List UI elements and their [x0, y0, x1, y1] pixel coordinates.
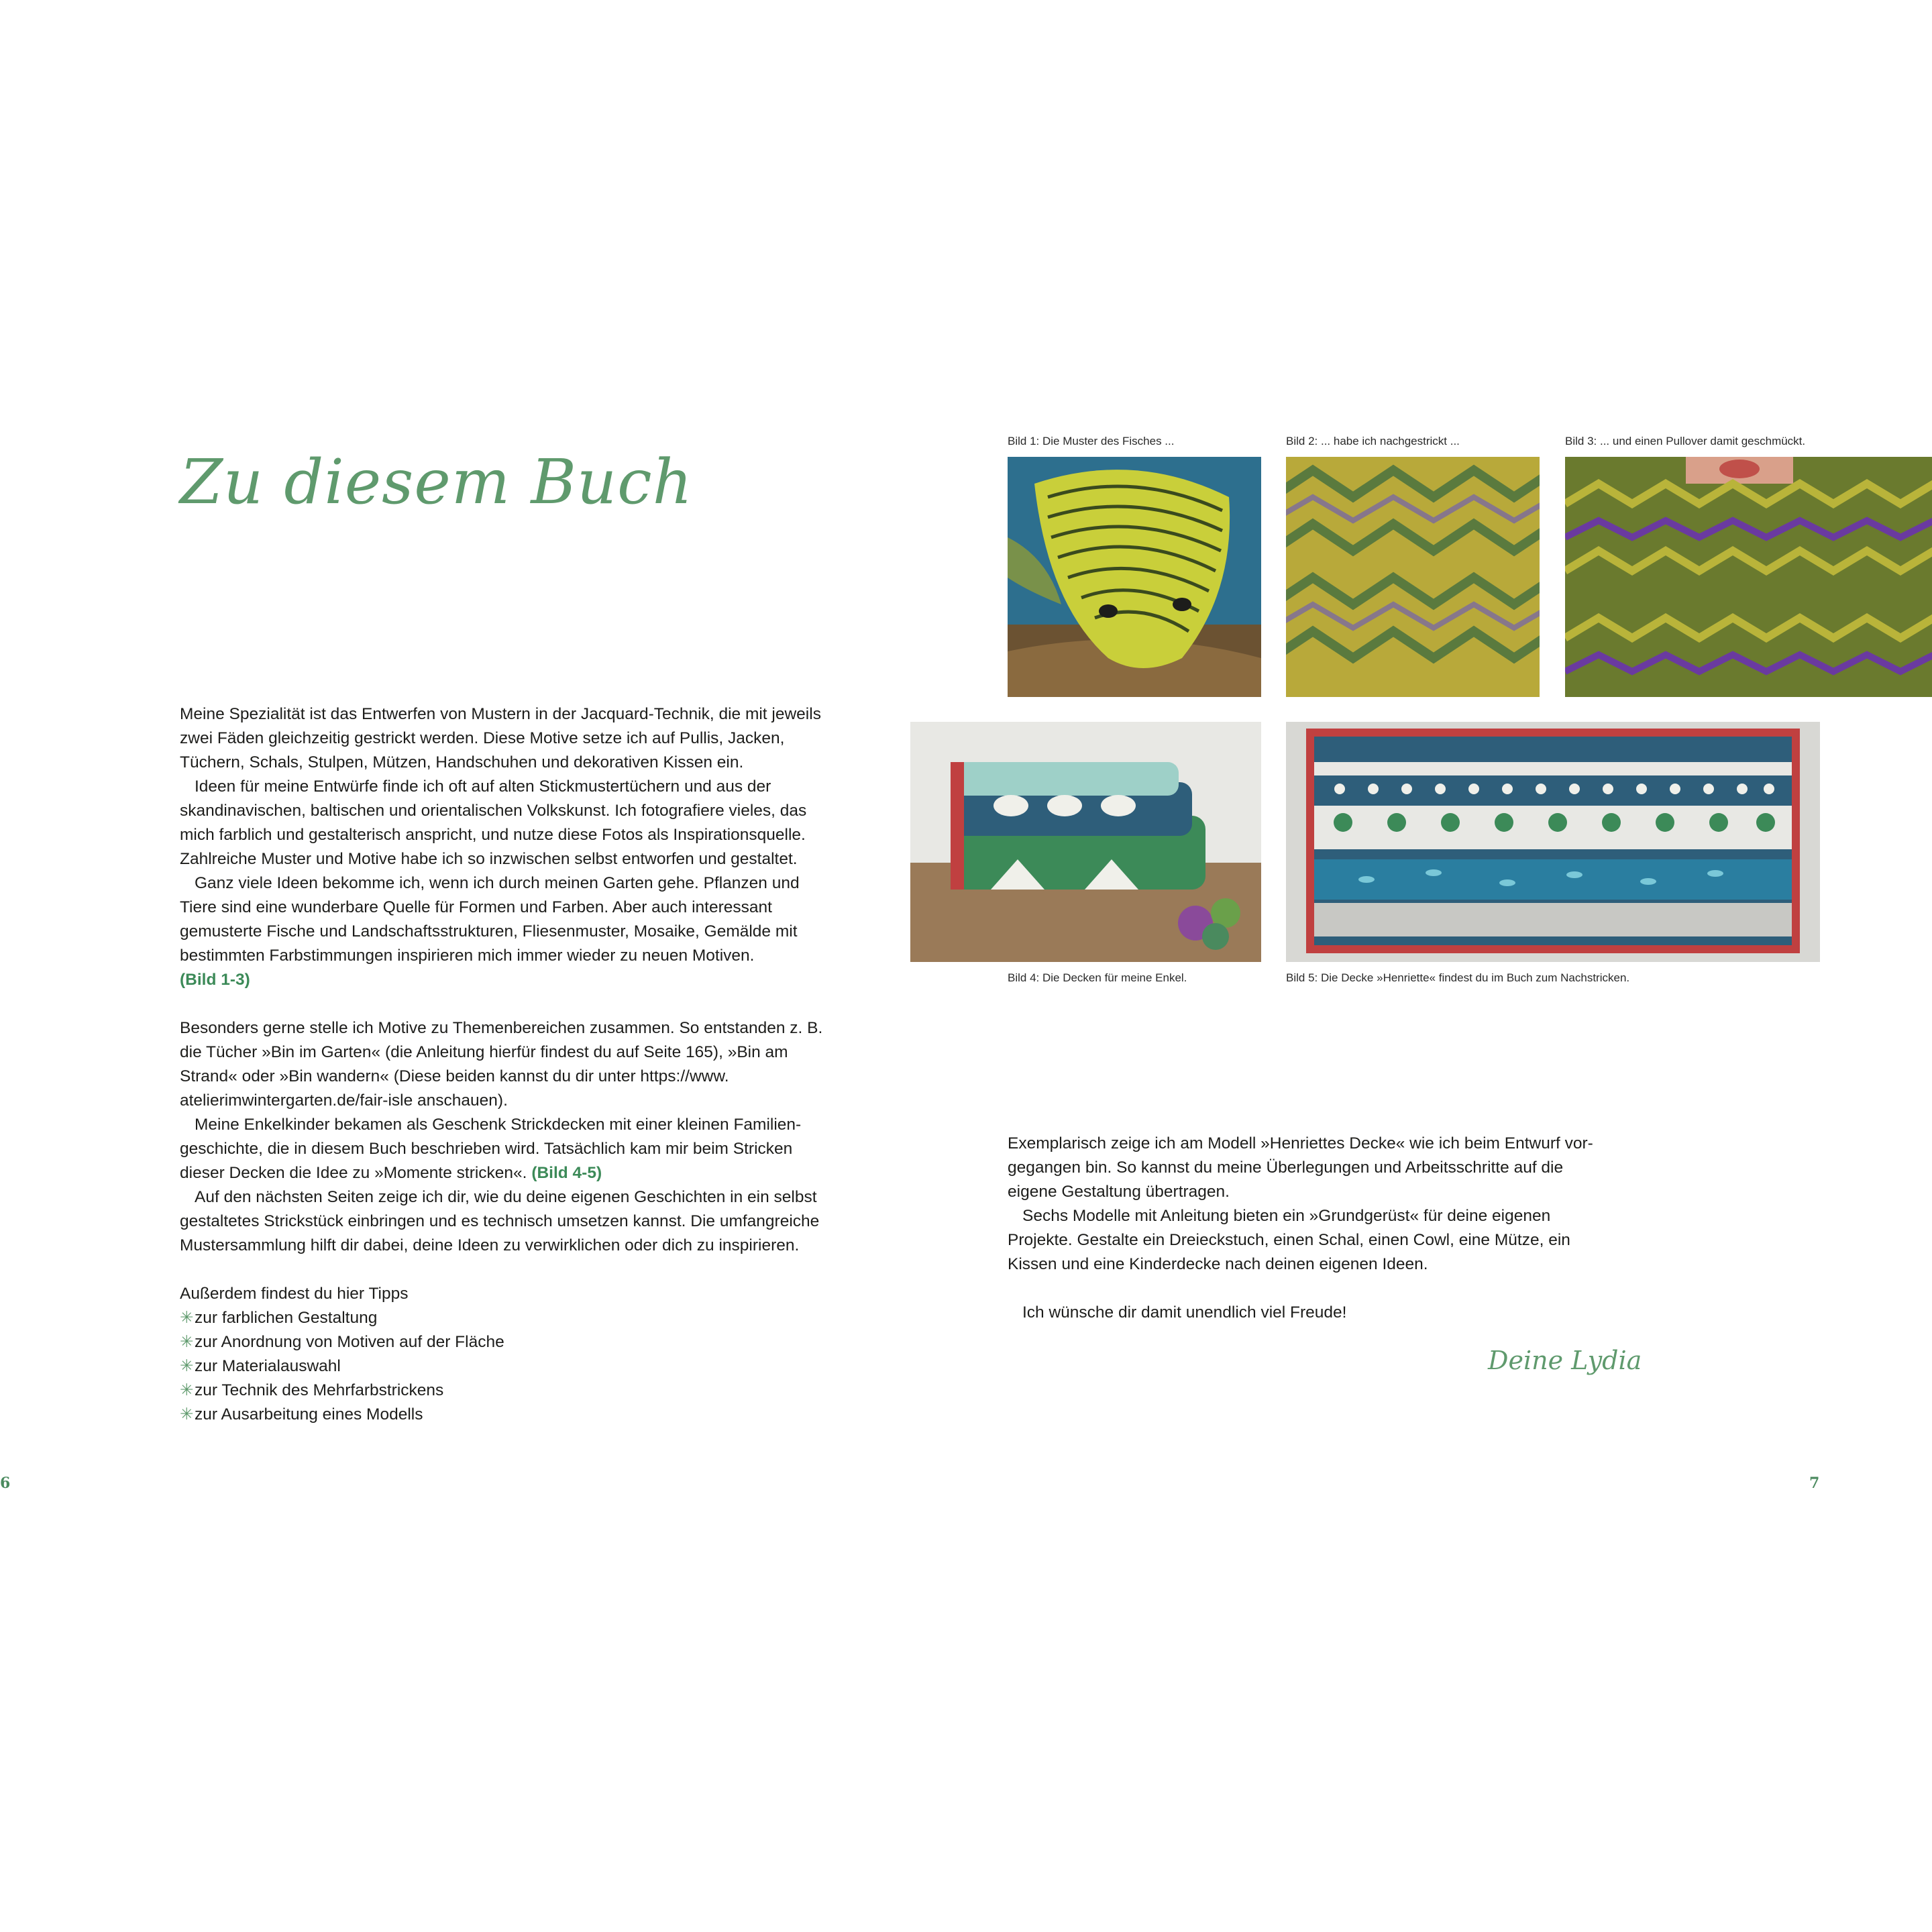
list-item: ✳ zur Materialauswahl	[180, 1354, 824, 1379]
asterisk-icon: ✳	[180, 1333, 194, 1351]
paragraph-2: Ideen für meine Entwürfe finde ich oft auf alten Stickmustertüchern und aus der skandinavischen, baltischen und orientalischen Volkskunst. Ich fotografiere vieles, das mich farblich und gestalterisch anspricht, und nutze diese Fotos als Inspirationsquelle. Zahlreiche Muster und Motive habe ich so inzwischen selbst entworfen und gestaltet.	[180, 777, 807, 868]
caption-bild-3: Bild 3: ... und einen Pullover damit geschmückt.	[1565, 435, 1806, 447]
asterisk-icon: ✳	[180, 1309, 194, 1327]
photo-henriette-blanket	[1286, 722, 1820, 962]
photo-swatch	[1286, 457, 1540, 697]
list-item: ✳ zur Anordnung von Motiven auf der Fläche	[180, 1330, 824, 1354]
paragraph-5: Meine Enkelkinder bekamen als Geschenk Strickdecken mit einer kleinen Familien-geschichte, die in diesem Buch beschrieben wird. Tatsächlich kam mir beim Stricken dieser Decken die Idee zu »Momente stricken«.	[180, 1116, 802, 1182]
asterisk-icon: ✳	[180, 1357, 194, 1375]
list-item: ✳ zur Technik des Mehrfarbstrickens	[180, 1379, 824, 1403]
list-item: ✳ zur farblichen Gestaltung	[180, 1306, 824, 1330]
paragraph-right-2: Sechs Modelle mit Anleitung bieten ein »Grundgerüst« für deine eigenen Projekte. Gestalte ein Dreieckstuch, einen Schal, einen Cowl, eine Mütze, ein Kissen und eine Kinderdecke nach deinen eigenen Ideen.	[1008, 1207, 1570, 1273]
page-number-left: 6	[0, 1474, 11, 1492]
tips-list	[180, 1306, 824, 1427]
paragraph-right-1: Exemplarisch zeige ich am Modell »Henriettes Decke« wie ich beim Entwurf vor-gegangen bin. So kannst du meine Überlegungen und Arbeitsschritte auf die eigene Gestaltung übertragen.	[1008, 1134, 1593, 1201]
page-number-right: 7	[1809, 1474, 1820, 1492]
caption-bild-5: Bild 5: Die Decke »Henriette« findest du im Buch zum Nachstricken.	[1286, 971, 1630, 984]
asterisk-icon: ✳	[180, 1381, 194, 1399]
caption-bild-1: Bild 1: Die Muster des Fisches ...	[1008, 435, 1175, 447]
list-item: ✳ zur Ausarbeitung eines Modells	[180, 1403, 824, 1427]
right-column	[1008, 1132, 1611, 1325]
figure-reference-4-5: (Bild 4-5)	[531, 1164, 602, 1182]
asterisk-icon: ✳	[180, 1405, 194, 1424]
paragraph-4: Besonders gerne stelle ich Motive zu Themenbereichen zusammen. So entstanden z. B. die Tücher »Bin im Garten« (die Anleitung hierfür findest du auf Seite 165), »Bin am Strand« oder »Bin wandern« (Diese beiden kannst du dir unter https://www. atelierimwintergarten.de/fair-isle anschauen).	[180, 1019, 823, 1110]
caption-bild-4: Bild 4: Die Decken für meine Enkel.	[1008, 971, 1187, 984]
signature: Deine Lydia	[1488, 1346, 1642, 1375]
photo-fish	[1008, 457, 1261, 697]
closing-wish: Ich wünsche dir damit unendlich viel Freude!	[1022, 1303, 1347, 1322]
paragraph-6: Auf den nächsten Seiten zeige ich dir, wie du deine eigenen Geschichten in ein selbst gestaltetes Strickstück einbringen und es technisch umsetzen kannst. Die umfangreiche Mustersammlung hilft dir dabei, deine Ideen zu verwirklichen oder dich zu inspirieren.	[180, 1188, 820, 1254]
photo-blankets-stack	[910, 722, 1261, 962]
left-column	[180, 702, 824, 1427]
paragraph-1: Meine Spezialität ist das Entwerfen von Mustern in der Jacquard-Technik, die mit jeweils zwei Fäden gleichzeitig gestrickt werden. Diese Motive setze ich auf Pullis, Jacken, Tüchern, Schals, Stulpen, Mützen, Handschuhen und dekorativen Kissen ein.	[180, 705, 821, 771]
paragraph-3: Ganz viele Ideen bekomme ich, wenn ich durch meinen Garten gehe. Pflanzen und Tiere sind eine wunderbare Quelle für Formen und Farben. Aber auch interessant gemusterte Fische und Landschaftsstrukturen, Fliesenmuster, Mosaike, Gemälde mit bestimmten Farbstimmungen inspirieren mich immer wieder zu neuen Motiven.	[180, 874, 800, 965]
figure-reference-1-3: (Bild 1-3)	[180, 971, 250, 989]
caption-bild-2: Bild 2: ... habe ich nachgestrickt ...	[1286, 435, 1460, 447]
tips-intro: Außerdem findest du hier Tipps	[180, 1285, 409, 1303]
page-title: Zu diesem Buch	[180, 446, 693, 518]
photo-pullover	[1565, 457, 1932, 697]
